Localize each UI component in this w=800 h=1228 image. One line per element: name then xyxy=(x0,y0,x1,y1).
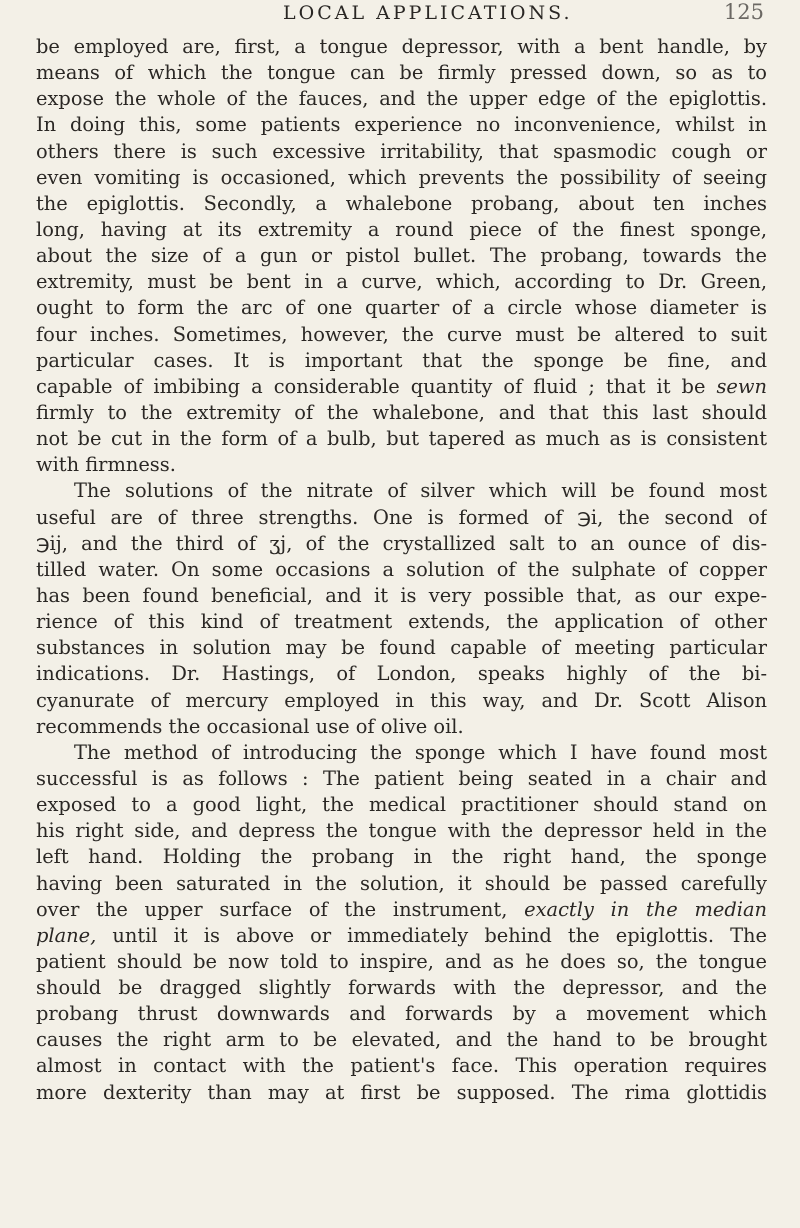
text-line: useful are of three strengths. One is formed of ℈i, the second of xyxy=(36,505,767,529)
text-segment: over the upper surface of the instrument, xyxy=(36,897,508,921)
text-line: firmly to the extremity of the whalebone, and that this last should xyxy=(36,400,767,424)
text-line xyxy=(36,374,767,400)
text-line: left hand. Holding the probang in the right hand, the sponge xyxy=(36,845,767,869)
text-line: substances in solution may be found capable of meeting particular xyxy=(36,636,767,660)
text-line: with firmness. xyxy=(36,453,176,477)
text-segment: until it is above or immediately behind the epiglottis. The xyxy=(112,923,767,947)
text-line: probang thrust downwards and forwards by a movement which xyxy=(36,1002,767,1026)
italic-text: sewn xyxy=(716,374,767,398)
paragraph-first-line: The solutions of the nitrate of silver which will be found most xyxy=(74,479,767,503)
text-line: In doing this, some patients experience no inconvenience, whilst in xyxy=(36,113,767,137)
italic-text: plane, xyxy=(36,923,97,947)
text-line: extremity, must be bent in a curve, which, according to Dr. Green, xyxy=(36,270,767,294)
text-line: tilled water. On some occasions a solution of the sulphate of copper xyxy=(36,557,767,581)
text-line: cyanurate of mercury employed in this way, and Dr. Scott Alison xyxy=(36,688,767,712)
text-line: causes the right arm to be elevated, and the hand to be brought xyxy=(36,1028,767,1052)
text-line: particular cases. It is important that the sponge be fine, and xyxy=(36,348,767,372)
text-line: ought to form the arc of one quarter of a circle whose diameter is xyxy=(36,296,767,320)
text-line xyxy=(36,923,767,949)
text-line: indications. Dr. Hastings, of London, speaks highly of the bi- xyxy=(36,662,767,686)
text-line: be employed are, first, a tongue depressor, with a bent handle, by xyxy=(36,35,767,58)
text-segment: capable of imbibing a considerable quantity of fluid ; that it be xyxy=(36,374,706,398)
text-line: even vomiting is occasioned, which prevents the possibility of seeing xyxy=(36,165,767,189)
text-line: expose the whole of the fauces, and the upper edge of the epiglottis. xyxy=(36,87,767,111)
text-line xyxy=(36,897,767,923)
text-line: his right side, and depress the tongue with the depressor held in the xyxy=(36,819,767,843)
text-line: has been found beneficial, and it is very possible that, as our expe- xyxy=(36,583,767,607)
text-line: rience of this kind of treatment extends, the application of other xyxy=(36,610,767,634)
text-line: others there is such excessive irritability, that spasmodic cough or xyxy=(36,139,767,163)
text-line: almost in contact with the patient's face. This operation requires xyxy=(36,1054,767,1078)
text-line: ℈ij, and the third of ʒj, of the crystallized salt to an ounce of dis- xyxy=(36,531,767,555)
running-head: LOCAL APPLICATIONS. xyxy=(283,2,573,24)
text-line: the epiglottis. Secondly, a whalebone probang, about ten inches xyxy=(36,191,767,215)
text-line: about the size of a gun or pistol bullet. The probang, towards the xyxy=(36,244,767,268)
text-line: should be dragged slightly forwards with the depressor, and the xyxy=(36,976,767,1000)
text-line: recommends the occasional use of olive oil. xyxy=(36,714,464,738)
text-line: long, having at its extremity a round piece of the finest sponge, xyxy=(36,217,767,241)
paragraph-first-line: The method of introducing the sponge which I have found most xyxy=(74,740,767,764)
text-line: successful is as follows : The patient being seated in a chair and xyxy=(36,766,767,790)
body-text xyxy=(36,34,767,1106)
page-number: 125 xyxy=(723,0,764,24)
text-line: patient should be now told to inspire, and as he does so, the tongue xyxy=(36,949,767,973)
text-line: exposed to a good light, the medical practitioner should stand on xyxy=(36,793,767,817)
text-line: four inches. Sometimes, however, the curve must be altered to suit xyxy=(36,322,767,346)
text-line: means of which the tongue can be firmly pressed down, so as to xyxy=(36,61,767,85)
text-line: not be cut in the form of a bulb, but tapered as much as is consistent xyxy=(36,427,767,451)
text-line: having been saturated in the solution, it should be passed carefully xyxy=(36,871,767,895)
text-line: more dexterity than may at first be supposed. The rima glottidis xyxy=(36,1080,767,1104)
italic-text: exactly in the median xyxy=(524,897,767,921)
